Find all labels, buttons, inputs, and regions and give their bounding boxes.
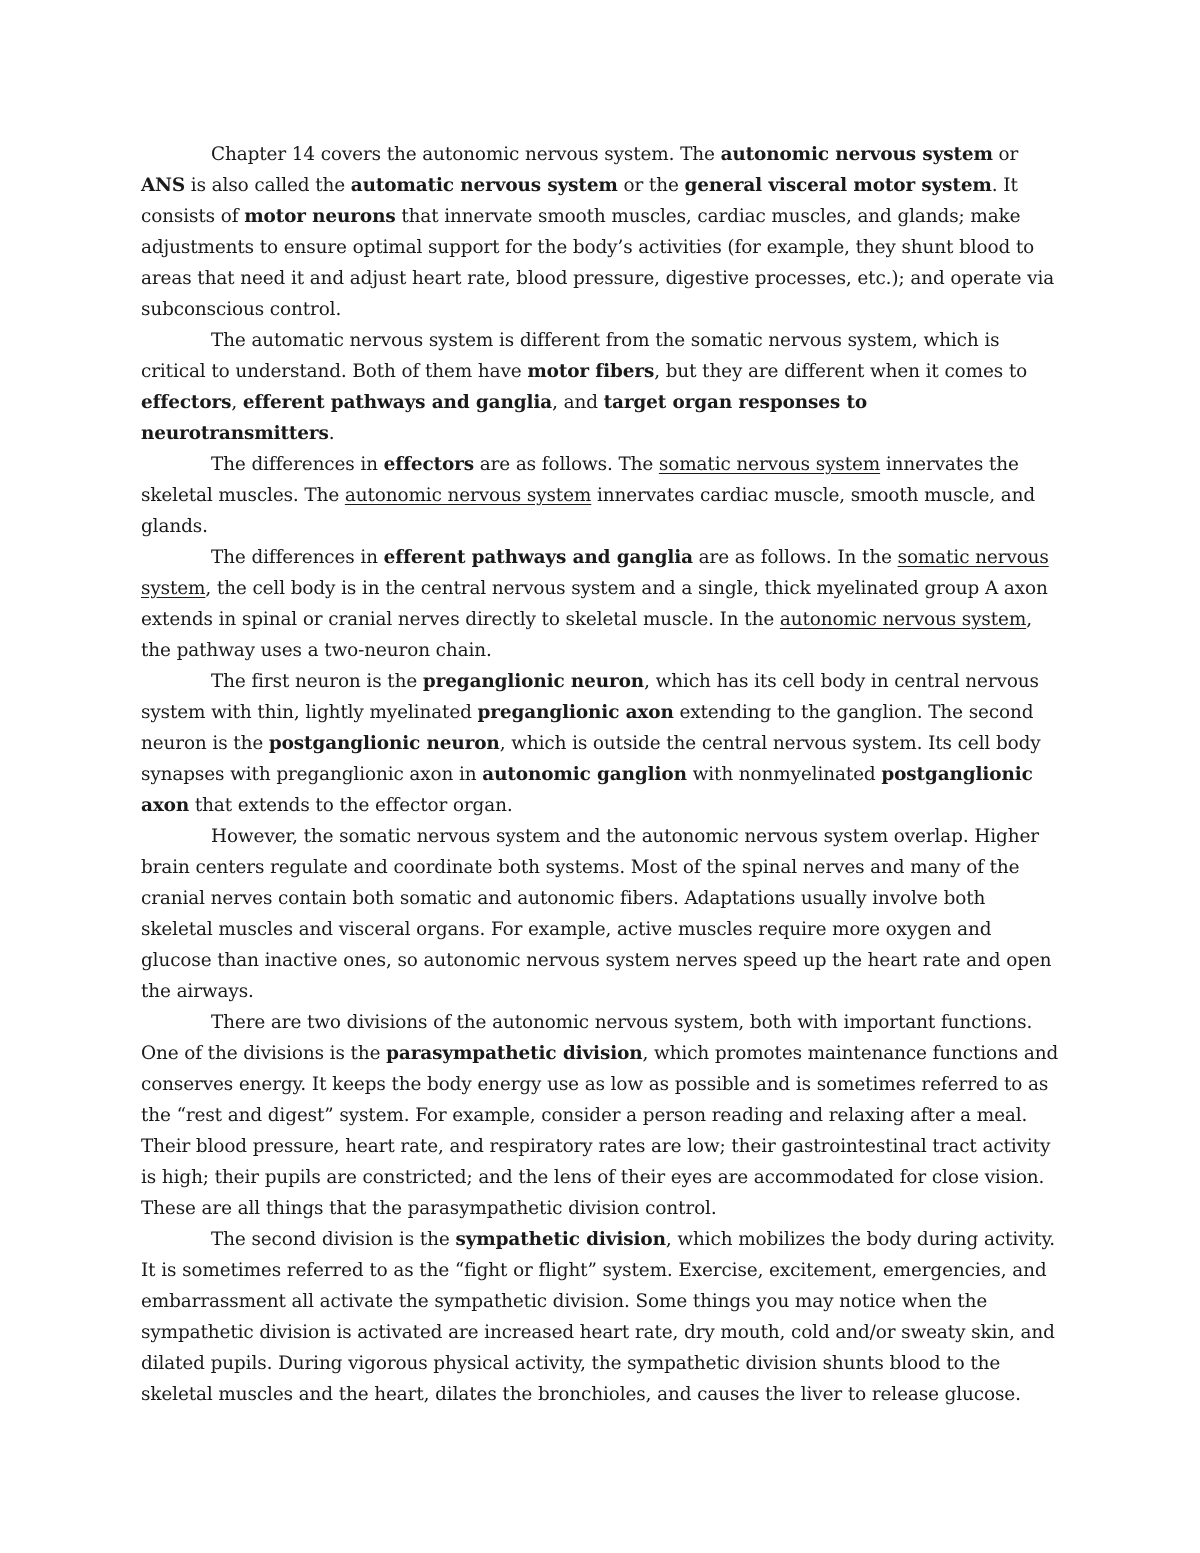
text-run: or <box>992 144 1019 165</box>
bold-term: ANS <box>141 175 186 196</box>
bold-term: efferent pathways and ganglia <box>242 392 553 413</box>
text-run: that extends to the effector organ. <box>189 795 513 816</box>
paragraph-sympathetic <box>141 1224 1061 1410</box>
text-run: , which is outside the central nervous system. Its cell body synapses with preganglionic axon in <box>141 733 1041 785</box>
bold-term: postganglionic neuron <box>268 733 500 754</box>
bold-term: effectors <box>141 392 232 413</box>
bold-term: motor neurons <box>244 206 396 227</box>
bold-term: parasympathetic division <box>386 1043 643 1064</box>
bold-term: automatic nervous system <box>350 175 618 196</box>
text-run: . <box>328 423 335 444</box>
paragraph-ans-vs-somatic <box>141 325 1061 449</box>
text-run: Chapter 14 covers the autonomic nervous system. The <box>211 144 721 165</box>
bold-term: autonomic nervous system <box>720 144 993 165</box>
text-run: The automatic nervous system is different from the somatic nervous system, which is critical to understand. Both of them have <box>141 330 1000 382</box>
bold-term: preganglionic axon <box>477 702 674 723</box>
bold-term: preganglionic neuron <box>422 671 645 692</box>
text-run: , the cell body is in the central nervous system and a single, thick myelinated group A axon extends in spinal or cranial nerves directly to skeletal muscle. In the <box>141 578 1048 630</box>
text-run: , which mobilizes the body during activity. It is sometimes referred to as the “fight or flight” system. Exercise, excitement, emergencies, and embarrassment all activate the sympathetic division. Some things you may notice when the sympathetic division is activated are increased heart rate, dry mouth, cold and/or sweaty skin, and dilated pupils. During vigorous physical activity, the sympathetic division shunts blood to the skeletal muscles and the heart, dilates the bronchioles, and causes the liver to release glucose. <box>141 1229 1056 1405</box>
text-run: are as follows. In the <box>692 547 898 568</box>
text-run: with nonmyelinated <box>686 764 882 785</box>
text-run: is also called the <box>185 175 351 196</box>
text-run: that innervate smooth muscles, cardiac muscles, and glands; make adjustments to ensure optimal support for the body’s activities (for example, they shunt blood to areas that need it and adjust heart rate, blood pressure, digestive processes, etc.); and operate via subconscious control. <box>141 206 1055 320</box>
text-run: are as follows. The <box>473 454 659 475</box>
underlined-term: autonomic nervous system <box>344 485 592 506</box>
text-run: The second division is the <box>211 1229 456 1250</box>
text-run: , the pathway uses a two-neuron chain. <box>141 609 1032 661</box>
bold-term: general visceral motor system <box>684 175 992 196</box>
text-run: innervates cardiac muscle, smooth muscle, and glands. <box>141 485 1036 537</box>
text-run: The differences in <box>211 547 384 568</box>
text-run: The first neuron is the <box>211 671 423 692</box>
text-run: , which promotes maintenance functions and conserves energy. It keeps the body energy use as low as possible and is sometimes referred to as the “rest and digest” system. For example, consider a person reading and relaxing after a meal. Their blood pressure, heart rate, and respiratory rates are low; their gastrointestinal tract activity is high; their pupils are constricted; and the lens of their eyes are accommodated for close vision. These are all things that the parasympathetic division control. <box>141 1043 1059 1219</box>
bold-term: autonomic ganglion <box>482 764 687 785</box>
text-run: extending to the ganglion. The second neuron is the <box>141 702 1034 754</box>
text-run: innervates the skeletal muscles. The <box>141 454 1019 506</box>
paragraph-efferent-pathways <box>141 542 1061 666</box>
text-run: or the <box>617 175 685 196</box>
underlined-term: somatic nervous system <box>658 454 881 475</box>
text-run: , but they are different when it comes to <box>654 361 1028 382</box>
text-run: , and <box>552 392 604 413</box>
text-run: There are two divisions of the autonomic nervous system, both with important functions. One of the divisions is the <box>141 1012 1033 1064</box>
text-run: However, the somatic nervous system and the autonomic nervous system overlap. Higher brain centers regulate and coordinate both systems. Most of the spinal nerves and many of the cranial nerves contain both somatic and autonomic fibers. Adaptations usually involve both skeletal muscles and visceral organs. For example, active muscles require more oxygen and glucose than inactive ones, so autonomic nervous system nerves speed up the heart rate and open the airways. <box>141 826 1052 1002</box>
text-run: , which has its cell body in central nervous system with thin, lightly myelinated <box>141 671 1039 723</box>
paragraph-overlap <box>141 821 1061 1007</box>
underlined-term: autonomic nervous system <box>779 609 1027 630</box>
bold-term: postganglionic axon <box>141 764 1033 816</box>
paragraph-parasympathetic <box>141 1007 1061 1224</box>
paragraph-neuron-chain <box>141 666 1061 821</box>
document-body <box>141 139 1061 1410</box>
text-run: . It consists of <box>141 175 1018 227</box>
paragraph-effectors <box>141 449 1061 542</box>
bold-term: target organ responses to neurotransmitters <box>141 392 867 444</box>
paragraph-intro <box>141 139 1061 325</box>
bold-term: effectors <box>383 454 474 475</box>
bold-term: sympathetic division <box>455 1229 666 1250</box>
text-run: The differences in <box>211 454 384 475</box>
underlined-term: somatic nervous system <box>141 547 1049 599</box>
text-run: , <box>231 392 243 413</box>
bold-term: efferent pathways and ganglia <box>383 547 693 568</box>
bold-term: motor fibers <box>527 361 655 382</box>
